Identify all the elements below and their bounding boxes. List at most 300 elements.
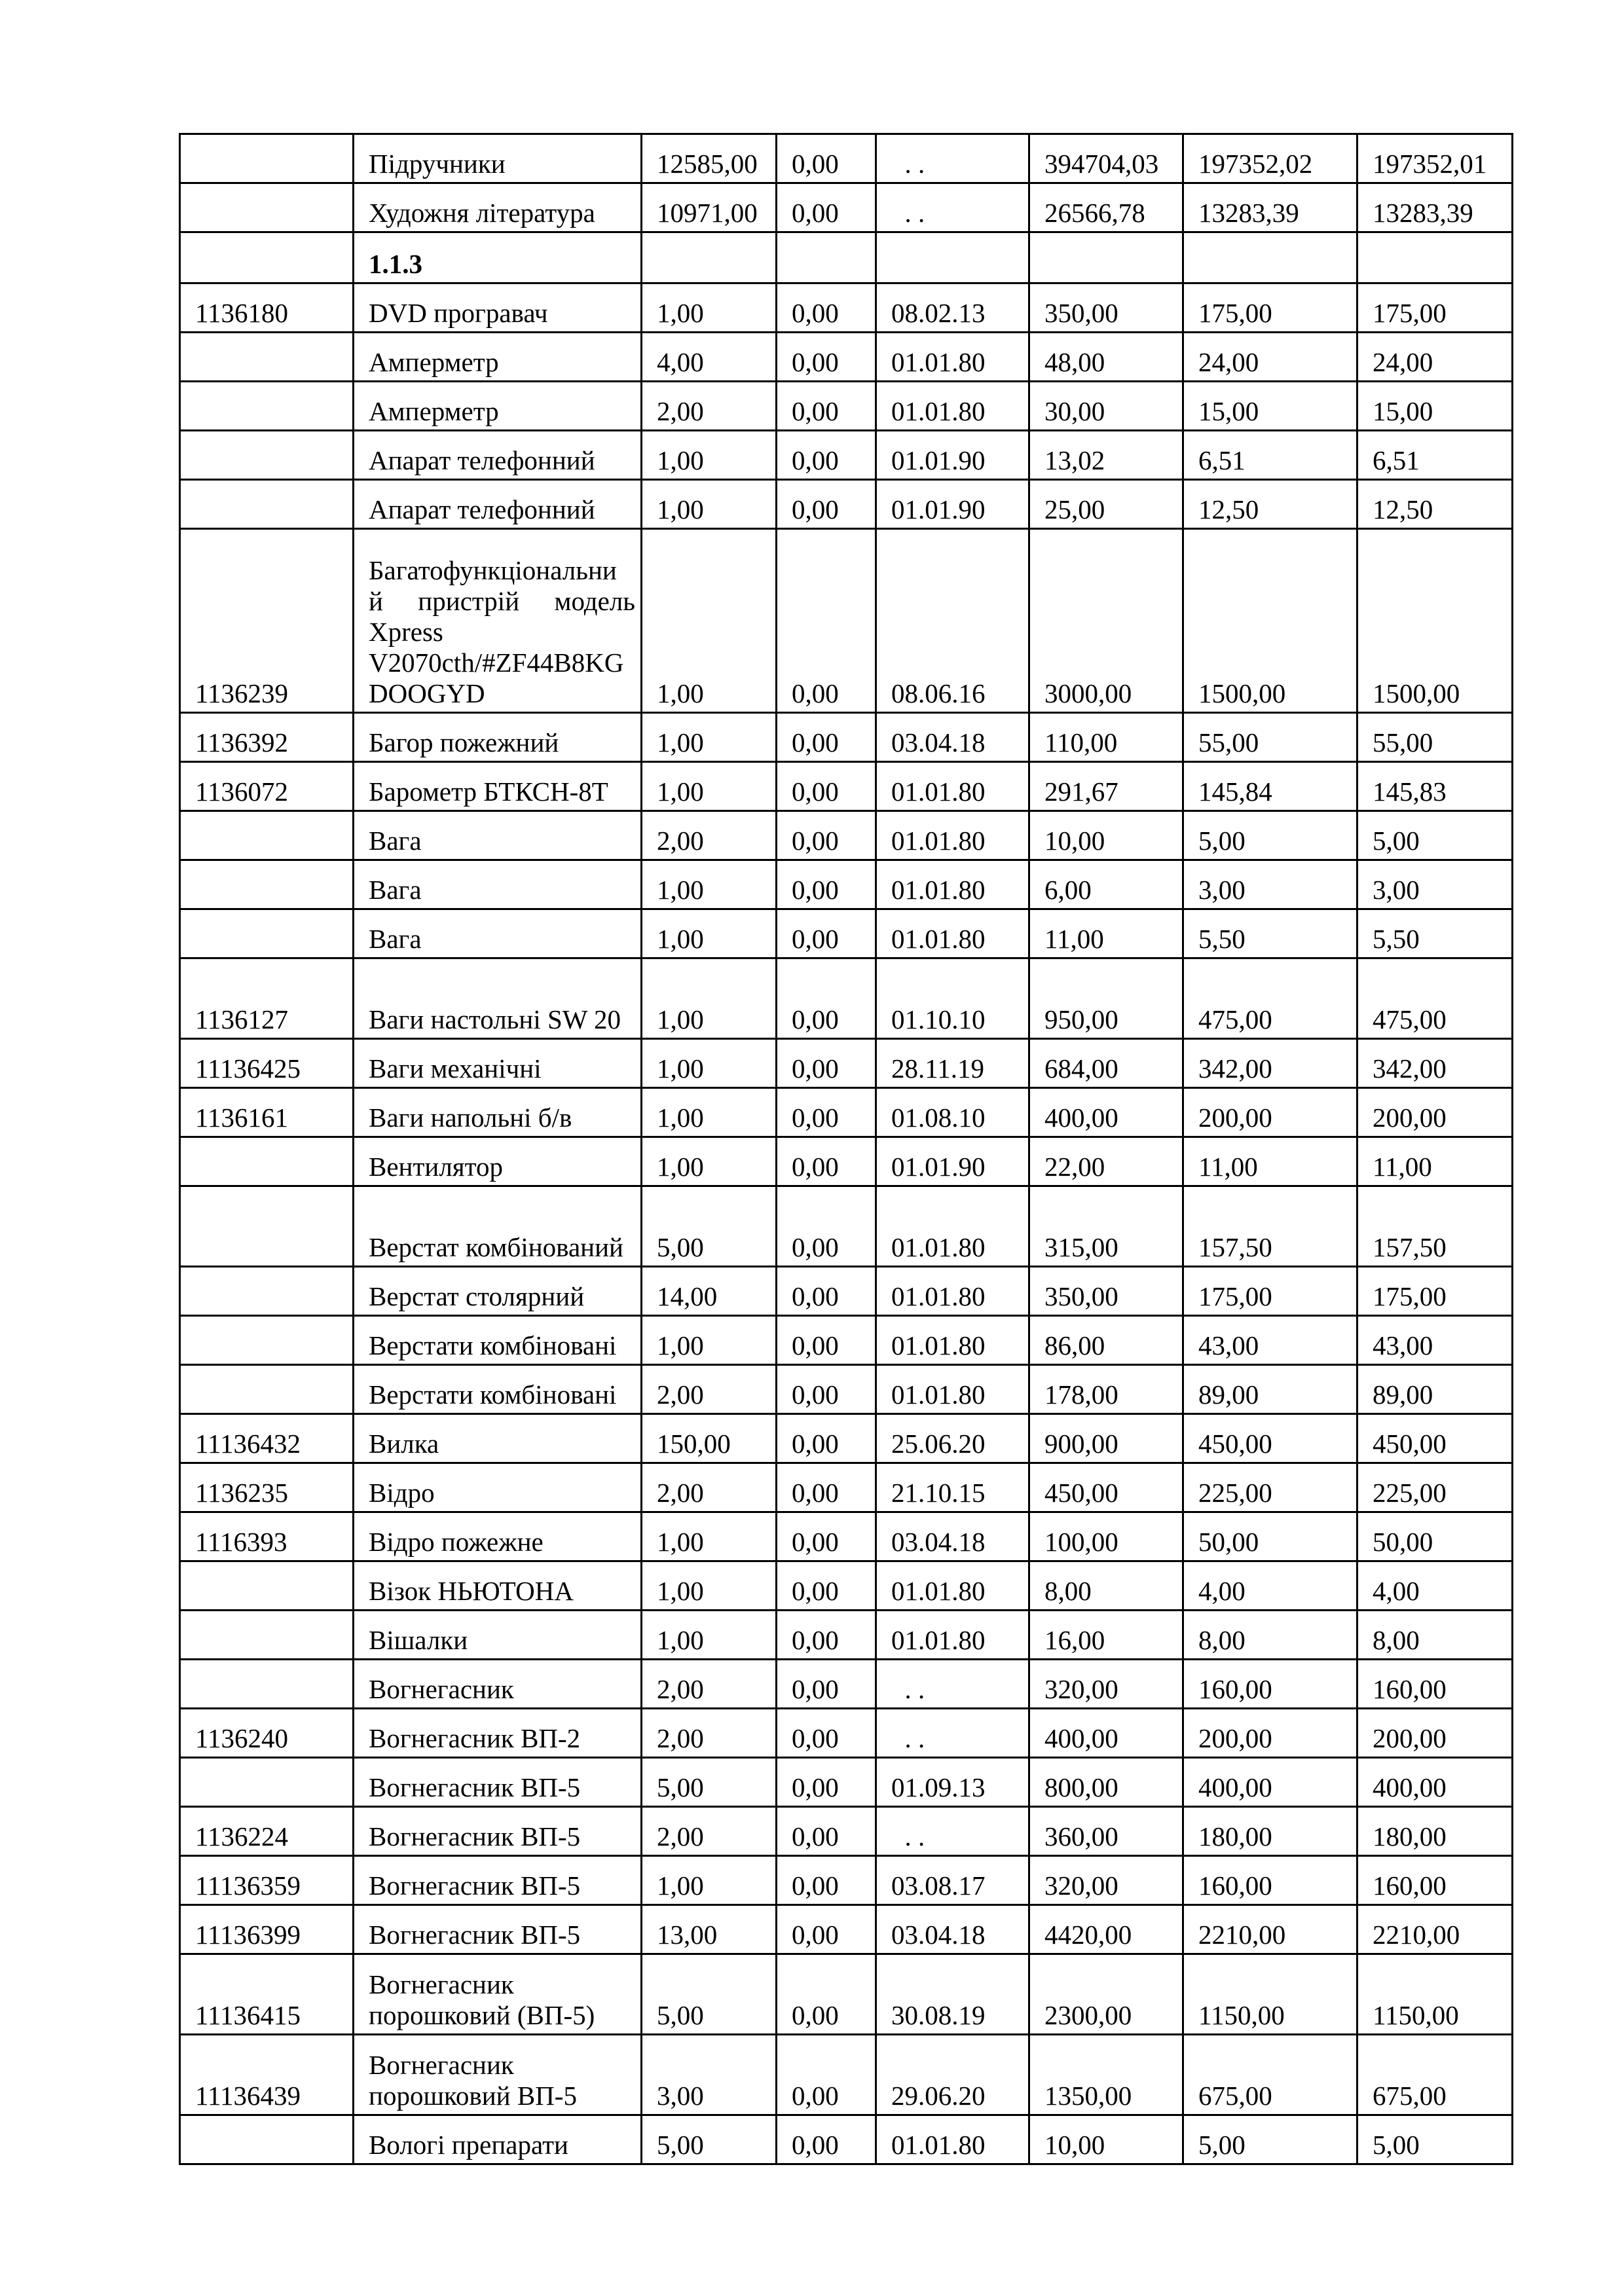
table-row — [180, 1905, 1513, 1954]
table-row — [180, 1856, 1513, 1905]
cell-c4: 0,00 — [777, 1660, 876, 1709]
cell-cost: 30,00 — [1029, 382, 1183, 431]
cell-wear: 200,00 — [1183, 1088, 1357, 1137]
cell-wear: 175,00 — [1183, 1267, 1357, 1316]
cell-residual: 50,00 — [1357, 1512, 1513, 1561]
cell-qty: 1,00 — [642, 713, 777, 762]
cell-qty: 1,00 — [642, 958, 777, 1039]
cell-name: Амперметр — [354, 333, 642, 382]
cell-qty: 1,00 — [642, 1088, 777, 1137]
table-row — [180, 333, 1513, 382]
cell-cost: 315,00 — [1029, 1186, 1183, 1267]
cell-c4: 0,00 — [777, 529, 876, 713]
cell-name: Вентилятор — [354, 1137, 642, 1186]
table-row — [180, 480, 1513, 529]
cell-qty: 1,00 — [642, 1611, 777, 1660]
cell-date: 28.11.19 — [876, 1039, 1029, 1088]
cell-residual: 8,00 — [1357, 1611, 1513, 1660]
cell-wear: 157,50 — [1183, 1186, 1357, 1267]
cell-cost: 11,00 — [1029, 909, 1183, 958]
cell-name: Верстат столярний — [354, 1267, 642, 1316]
cell-wear: 1150,00 — [1183, 1954, 1357, 2035]
cell-wear: 11,00 — [1183, 1137, 1357, 1186]
cell-code: 1136180 — [180, 283, 354, 333]
cell-code — [180, 1758, 354, 1807]
cell-c4: 0,00 — [777, 1709, 876, 1758]
cell-code: 11136425 — [180, 1039, 354, 1088]
cell-residual: 12,50 — [1357, 480, 1513, 529]
table-row — [180, 232, 1513, 283]
cell-residual: 225,00 — [1357, 1463, 1513, 1512]
cell-residual: 5,00 — [1357, 2115, 1513, 2164]
cell-name: Вогнегасник порошковий (ВП-5) — [354, 1954, 642, 2035]
cell-name: Ваги механічні — [354, 1039, 642, 1088]
cell-c4: 0,00 — [777, 762, 876, 811]
table-row — [180, 1758, 1513, 1807]
cell-c4: 0,00 — [777, 134, 876, 183]
cell-name: Вогнегасник ВП-5 — [354, 1905, 642, 1954]
cell-name: Вогнегасник ВП-5 — [354, 1758, 642, 1807]
cell-cost: 110,00 — [1029, 713, 1183, 762]
table-row — [180, 1365, 1513, 1414]
cell-date: 01.01.80 — [876, 1267, 1029, 1316]
cell-qty: 2,00 — [642, 1660, 777, 1709]
cell-name: Верстати комбіновані — [354, 1316, 642, 1365]
cell-name: Багор пожежний — [354, 713, 642, 762]
cell-cost: 4420,00 — [1029, 1905, 1183, 1954]
table-row — [180, 1561, 1513, 1611]
cell-date: . . — [876, 134, 1029, 183]
cell-wear: 175,00 — [1183, 283, 1357, 333]
cell-residual: 55,00 — [1357, 713, 1513, 762]
cell-qty: 5,00 — [642, 2115, 777, 2164]
cell-c4: 0,00 — [777, 713, 876, 762]
table-row — [180, 1088, 1513, 1137]
cell-code: 1136392 — [180, 713, 354, 762]
cell-code: 1136161 — [180, 1088, 354, 1137]
cell-c4: 0,00 — [777, 1316, 876, 1365]
cell-wear: 8,00 — [1183, 1611, 1357, 1660]
cell-date: 01.01.80 — [876, 1611, 1029, 1660]
cell-c4: 0,00 — [777, 1365, 876, 1414]
cell-date: . . — [876, 1709, 1029, 1758]
cell-wear: 160,00 — [1183, 1856, 1357, 1905]
cell-c4: 0,00 — [777, 1807, 876, 1856]
cell-qty: 1,00 — [642, 431, 777, 480]
cell-qty: 5,00 — [642, 1186, 777, 1267]
cell-code: 1136240 — [180, 1709, 354, 1758]
cell-name: Ваги настольні SW 20 — [354, 958, 642, 1039]
cell-code — [180, 1267, 354, 1316]
cell-c4: 0,00 — [777, 1512, 876, 1561]
cell-wear: 15,00 — [1183, 382, 1357, 431]
table-row — [180, 1611, 1513, 1660]
table-row — [180, 283, 1513, 333]
cell-date: 29.06.20 — [876, 2035, 1029, 2115]
table-row — [180, 1954, 1513, 2035]
cell-date: 01.01.80 — [876, 860, 1029, 909]
cell-wear: 55,00 — [1183, 713, 1357, 762]
cell-residual: 2210,00 — [1357, 1905, 1513, 1954]
cell-name: Вогнегасник — [354, 1660, 642, 1709]
cell-qty: 1,00 — [642, 480, 777, 529]
cell-cost: 394704,03 — [1029, 134, 1183, 183]
cell-qty: 1,00 — [642, 762, 777, 811]
cell-residual: 180,00 — [1357, 1807, 1513, 1856]
table-row — [180, 860, 1513, 909]
cell-wear — [1183, 232, 1357, 283]
cell-name: Вологі препарати — [354, 2115, 642, 2164]
cell-wear: 145,84 — [1183, 762, 1357, 811]
cell-code — [180, 1137, 354, 1186]
cell-residual: 1150,00 — [1357, 1954, 1513, 2035]
cell-name: Вага — [354, 811, 642, 860]
table-row — [180, 1137, 1513, 1186]
inventory-table — [179, 133, 1513, 2165]
cell-c4: 0,00 — [777, 1954, 876, 2035]
cell-date: 01.01.90 — [876, 1137, 1029, 1186]
cell-name: Вогнегасник ВП-5 — [354, 1856, 642, 1905]
cell-wear: 200,00 — [1183, 1709, 1357, 1758]
table-row — [180, 382, 1513, 431]
table-row — [180, 2035, 1513, 2115]
cell-wear: 6,51 — [1183, 431, 1357, 480]
cell-code — [180, 232, 354, 283]
cell-date: 03.04.18 — [876, 1512, 1029, 1561]
cell-name: DVD програвач — [354, 283, 642, 333]
cell-cost: 400,00 — [1029, 1088, 1183, 1137]
cell-c4: 0,00 — [777, 958, 876, 1039]
cell-wear: 5,00 — [1183, 2115, 1357, 2164]
cell-cost: 26566,78 — [1029, 183, 1183, 232]
cell-qty: 12585,00 — [642, 134, 777, 183]
cell-date: 08.06.16 — [876, 529, 1029, 713]
table-row — [180, 183, 1513, 232]
cell-wear: 89,00 — [1183, 1365, 1357, 1414]
cell-residual: 400,00 — [1357, 1758, 1513, 1807]
cell-residual: 160,00 — [1357, 1660, 1513, 1709]
cell-cost: 8,00 — [1029, 1561, 1183, 1611]
cell-date: 21.10.15 — [876, 1463, 1029, 1512]
cell-name: Вага — [354, 909, 642, 958]
cell-cost: 450,00 — [1029, 1463, 1183, 1512]
cell-qty: 2,00 — [642, 382, 777, 431]
cell-name: Ваги напольні б/в — [354, 1088, 642, 1137]
cell-name: Підручники — [354, 134, 642, 183]
cell-c4: 0,00 — [777, 283, 876, 333]
table-row — [180, 909, 1513, 958]
cell-code — [180, 431, 354, 480]
cell-residual: 5,00 — [1357, 811, 1513, 860]
table-row — [180, 134, 1513, 183]
table-row — [180, 1463, 1513, 1512]
cell-date: 01.01.80 — [876, 333, 1029, 382]
cell-wear: 675,00 — [1183, 2035, 1357, 2115]
table-row — [180, 2115, 1513, 2164]
cell-qty — [642, 232, 777, 283]
cell-residual: 200,00 — [1357, 1088, 1513, 1137]
table-row — [180, 713, 1513, 762]
cell-residual: 160,00 — [1357, 1856, 1513, 1905]
table-row — [180, 762, 1513, 811]
cell-code: 1136235 — [180, 1463, 354, 1512]
cell-date: 01.01.80 — [876, 909, 1029, 958]
table-row — [180, 1807, 1513, 1856]
cell-qty: 1,00 — [642, 1561, 777, 1611]
cell-name: Апарат телефонний — [354, 480, 642, 529]
table-row — [180, 1039, 1513, 1088]
cell-wear: 400,00 — [1183, 1758, 1357, 1807]
cell-cost: 320,00 — [1029, 1660, 1183, 1709]
cell-wear: 3,00 — [1183, 860, 1357, 909]
cell-qty: 14,00 — [642, 1267, 777, 1316]
cell-qty: 2,00 — [642, 1709, 777, 1758]
cell-residual: 675,00 — [1357, 2035, 1513, 2115]
cell-c4: 0,00 — [777, 333, 876, 382]
cell-residual: 89,00 — [1357, 1365, 1513, 1414]
cell-wear: 225,00 — [1183, 1463, 1357, 1512]
cell-cost: 3000,00 — [1029, 529, 1183, 713]
cell-c4: 0,00 — [777, 1137, 876, 1186]
cell-c4: 0,00 — [777, 1758, 876, 1807]
cell-code — [180, 333, 354, 382]
cell-name: Барометр БТКСН-8Т — [354, 762, 642, 811]
cell-cost: 100,00 — [1029, 1512, 1183, 1561]
cell-code: 11136432 — [180, 1414, 354, 1463]
cell-qty: 2,00 — [642, 811, 777, 860]
cell-name: Вилка — [354, 1414, 642, 1463]
cell-date: . . — [876, 183, 1029, 232]
cell-qty: 1,00 — [642, 283, 777, 333]
cell-residual — [1357, 232, 1513, 283]
cell-cost: 22,00 — [1029, 1137, 1183, 1186]
cell-code — [180, 134, 354, 183]
cell-code — [180, 811, 354, 860]
cell-residual: 13283,39 — [1357, 183, 1513, 232]
table-row — [180, 431, 1513, 480]
cell-cost: 800,00 — [1029, 1758, 1183, 1807]
cell-c4: 0,00 — [777, 1186, 876, 1267]
cell-residual: 1500,00 — [1357, 529, 1513, 713]
cell-code — [180, 1186, 354, 1267]
cell-qty: 1,00 — [642, 1039, 777, 1088]
cell-wear: 12,50 — [1183, 480, 1357, 529]
cell-qty: 2,00 — [642, 1463, 777, 1512]
cell-date: 01.08.10 — [876, 1088, 1029, 1137]
cell-code: 1136239 — [180, 529, 354, 713]
cell-residual: 3,00 — [1357, 860, 1513, 909]
cell-cost: 178,00 — [1029, 1365, 1183, 1414]
cell-code: 1136072 — [180, 762, 354, 811]
cell-code — [180, 1611, 354, 1660]
cell-residual: 175,00 — [1357, 1267, 1513, 1316]
cell-date: . . — [876, 1660, 1029, 1709]
cell-cost: 86,00 — [1029, 1316, 1183, 1365]
cell-code — [180, 1660, 354, 1709]
cell-name: Багатофункціональни й пристрій модель Xpress V2070cth/#ZF44B8KG DOOGYD — [354, 529, 642, 713]
table-row — [180, 529, 1513, 713]
cell-c4: 0,00 — [777, 1905, 876, 1954]
cell-residual: 43,00 — [1357, 1316, 1513, 1365]
cell-residual: 197352,01 — [1357, 134, 1513, 183]
cell-cost: 400,00 — [1029, 1709, 1183, 1758]
cell-cost: 684,00 — [1029, 1039, 1183, 1088]
cell-code — [180, 2115, 354, 2164]
cell-date: 01.01.80 — [876, 762, 1029, 811]
cell-c4: 0,00 — [777, 1611, 876, 1660]
cell-qty: 10971,00 — [642, 183, 777, 232]
cell-code — [180, 909, 354, 958]
cell-residual: 157,50 — [1357, 1186, 1513, 1267]
cell-wear: 50,00 — [1183, 1512, 1357, 1561]
cell-qty: 1,00 — [642, 1856, 777, 1905]
cell-wear: 450,00 — [1183, 1414, 1357, 1463]
cell-code: 11136439 — [180, 2035, 354, 2115]
cell-cost: 320,00 — [1029, 1856, 1183, 1905]
cell-cost: 2300,00 — [1029, 1954, 1183, 2035]
cell-code — [180, 1365, 354, 1414]
cell-cost: 900,00 — [1029, 1414, 1183, 1463]
cell-residual: 200,00 — [1357, 1709, 1513, 1758]
table-row — [180, 1660, 1513, 1709]
cell-date: 03.04.18 — [876, 1905, 1029, 1954]
cell-date: 03.04.18 — [876, 713, 1029, 762]
cell-name: Вогнегасник ВП-2 — [354, 1709, 642, 1758]
cell-qty: 1,00 — [642, 1316, 777, 1365]
table-row — [180, 1414, 1513, 1463]
cell-c4: 0,00 — [777, 1561, 876, 1611]
cell-c4: 0,00 — [777, 480, 876, 529]
cell-qty: 2,00 — [642, 1365, 777, 1414]
cell-date: . . — [876, 1807, 1029, 1856]
cell-name: Верстати комбіновані — [354, 1365, 642, 1414]
cell-wear: 43,00 — [1183, 1316, 1357, 1365]
cell-c4: 0,00 — [777, 2115, 876, 2164]
cell-name: Вішалки — [354, 1611, 642, 1660]
cell-code — [180, 860, 354, 909]
cell-residual: 175,00 — [1357, 283, 1513, 333]
cell-wear: 5,50 — [1183, 909, 1357, 958]
cell-name: Вага — [354, 860, 642, 909]
cell-cost: 16,00 — [1029, 1611, 1183, 1660]
cell-cost: 10,00 — [1029, 2115, 1183, 2164]
cell-code: 1136224 — [180, 1807, 354, 1856]
cell-date: 25.06.20 — [876, 1414, 1029, 1463]
cell-residual: 11,00 — [1357, 1137, 1513, 1186]
cell-name: Верстат комбінований — [354, 1186, 642, 1267]
cell-wear: 4,00 — [1183, 1561, 1357, 1611]
cell-qty: 4,00 — [642, 333, 777, 382]
cell-date: 01.10.10 — [876, 958, 1029, 1039]
cell-date: 01.01.80 — [876, 382, 1029, 431]
cell-cost: 25,00 — [1029, 480, 1183, 529]
cell-residual: 5,50 — [1357, 909, 1513, 958]
cell-wear: 5,00 — [1183, 811, 1357, 860]
cell-code — [180, 480, 354, 529]
cell-name: Відро — [354, 1463, 642, 1512]
cell-date: 01.01.90 — [876, 480, 1029, 529]
cell-name: Візок НЬЮТОНА — [354, 1561, 642, 1611]
cell-cost: 6,00 — [1029, 860, 1183, 909]
cell-date: 01.01.80 — [876, 1186, 1029, 1267]
cell-wear: 180,00 — [1183, 1807, 1357, 1856]
cell-code: 11136399 — [180, 1905, 354, 1954]
cell-qty: 3,00 — [642, 2035, 777, 2115]
cell-residual: 450,00 — [1357, 1414, 1513, 1463]
cell-code — [180, 382, 354, 431]
cell-date: 01.01.80 — [876, 2115, 1029, 2164]
table-row — [180, 1709, 1513, 1758]
cell-c4: 0,00 — [777, 382, 876, 431]
cell-cost: 10,00 — [1029, 811, 1183, 860]
cell-qty: 1,00 — [642, 860, 777, 909]
cell-qty: 1,00 — [642, 909, 777, 958]
cell-name: Вогнегасник ВП-5 — [354, 1807, 642, 1856]
table-row — [180, 1512, 1513, 1561]
cell-qty: 2,00 — [642, 1807, 777, 1856]
cell-qty: 5,00 — [642, 1758, 777, 1807]
cell-residual: 4,00 — [1357, 1561, 1513, 1611]
cell-cost: 291,67 — [1029, 762, 1183, 811]
cell-code: 1136127 — [180, 958, 354, 1039]
cell-c4: 0,00 — [777, 1267, 876, 1316]
cell-wear: 1500,00 — [1183, 529, 1357, 713]
cell-cost: 350,00 — [1029, 283, 1183, 333]
cell-date — [876, 232, 1029, 283]
cell-cost: 48,00 — [1029, 333, 1183, 382]
cell-c4 — [777, 232, 876, 283]
table-row — [180, 811, 1513, 860]
cell-date: 01.01.80 — [876, 1561, 1029, 1611]
cell-cost: 360,00 — [1029, 1807, 1183, 1856]
cell-date: 01.01.80 — [876, 1365, 1029, 1414]
cell-c4: 0,00 — [777, 431, 876, 480]
cell-wear: 197352,02 — [1183, 134, 1357, 183]
cell-name: Вогнегасник порошковий ВП-5 — [354, 2035, 642, 2115]
cell-wear: 24,00 — [1183, 333, 1357, 382]
cell-qty: 150,00 — [642, 1414, 777, 1463]
cell-residual: 342,00 — [1357, 1039, 1513, 1088]
cell-c4: 0,00 — [777, 2035, 876, 2115]
cell-residual: 6,51 — [1357, 431, 1513, 480]
cell-c4: 0,00 — [777, 1463, 876, 1512]
cell-wear: 160,00 — [1183, 1660, 1357, 1709]
cell-c4: 0,00 — [777, 1414, 876, 1463]
cell-cost — [1029, 232, 1183, 283]
cell-c4: 0,00 — [777, 1856, 876, 1905]
cell-cost: 1350,00 — [1029, 2035, 1183, 2115]
cell-c4: 0,00 — [777, 1088, 876, 1137]
cell-c4: 0,00 — [777, 909, 876, 958]
cell-wear: 475,00 — [1183, 958, 1357, 1039]
cell-residual: 15,00 — [1357, 382, 1513, 431]
cell-residual: 475,00 — [1357, 958, 1513, 1039]
cell-date: 08.02.13 — [876, 283, 1029, 333]
table-row — [180, 1316, 1513, 1365]
cell-qty: 1,00 — [642, 1512, 777, 1561]
cell-name: Амперметр — [354, 382, 642, 431]
cell-code: 11136359 — [180, 1856, 354, 1905]
cell-c4: 0,00 — [777, 1039, 876, 1088]
cell-cost: 350,00 — [1029, 1267, 1183, 1316]
cell-date: 01.09.13 — [876, 1758, 1029, 1807]
cell-name: 1.1.3 — [354, 232, 642, 283]
cell-c4: 0,00 — [777, 860, 876, 909]
cell-qty: 13,00 — [642, 1905, 777, 1954]
cell-c4: 0,00 — [777, 811, 876, 860]
cell-name: Відро пожежне — [354, 1512, 642, 1561]
cell-code: 1116393 — [180, 1512, 354, 1561]
